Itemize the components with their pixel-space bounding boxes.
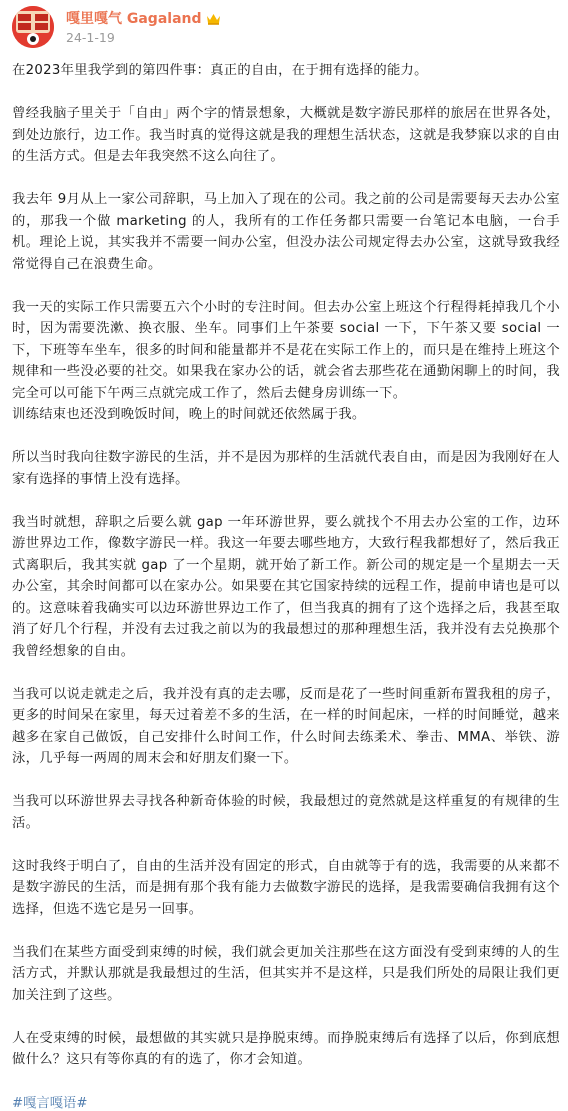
avatar[interactable] [12, 6, 54, 48]
author-name[interactable] [66, 8, 221, 28]
crown-badge-icon [206, 12, 221, 25]
paragraph: 在2023年里我学到的第四件事：真正的自由，在于拥有选择的能力。 [12, 63, 428, 78]
paragraph: 我去年 9月从上一家公司辞职，马上加入了现在的公司。我之前的公司是需要每天去办公室的，那我一个做 marketing 的人，我所有的工作任务都只需要一台笔记本电脑，一台手机。理论上说，其实我并不需要一间办公室，但没办法公司规定得去办公室，这就导致我经常觉得自己在浪费生命。 [12, 192, 560, 272]
paragraph: 当我可以说走就走之后，我并没有真的走去哪，反而是花了一些时间重新布置我租的房子，更多的时间呆在家里，每天过着差不多的生活，在一样的时间起床，一样的时间睡觉，越来越多在家自己做饭，自己安排什么时间工作，什么时间去练柔术、拳击、MMA、举铁、游泳，几乎每一两周的周末会和好朋友们聚一下。 [12, 686, 560, 766]
paragraph: 我一天的实际工作只需要五六个小时的专注时间。但去办公室上班这个行程得耗掉我几个小时，因为需要洗漱、换衣服、坐车。同事们上午茶要 social 一下，下午茶又要 social 一下，下班等车坐车，很多的时间和能量都并不是花在实际工作上的，而只是在维持上班这个规律和一些没必要的社交。如果我在家办公的话，就会省去那些花在通勤闲聊上的时间，我完全可以可能下午两三点就完成工作了，然后去健身房训练一下。 [12, 299, 560, 401]
paragraph: 这时我终于明白了，自由的生活并没有固定的形式，自由就等于有的选，我需要的从来都不是数字游民的生活，而是拥有那个我有能力去做数字游民的选择，是我需要确信我拥有这个选择，但选不选它是另一回事。 [12, 858, 560, 917]
paragraph: 所以当时我向往数字游民的生活，并不是因为那样的生活就代表自由，而是因为我刚好在人家有选择的事情上没有选择。 [12, 450, 560, 487]
post-header [0, 0, 568, 56]
paragraph: 当我可以环游世界去寻找各种新奇体验的时候，我最想过的竟然就是这样重复的有规律的生活。 [12, 794, 560, 831]
paragraph: 当我们在某些方面受到束缚的时候，我们就会更加关注那些在这方面没有受到束缚的人的生活方式，并默认那就是我最想过的生活，但其实并不是这样，只是我们所处的局限让我们更加关注到了这些。 [12, 944, 560, 1003]
paragraph: 训练结束也还没到晚饭时间，晚上的时间就还依然属于我。 [12, 407, 366, 422]
author-name-text[interactable]: 嘎里嘎气 Gagaland [66, 11, 202, 27]
paragraph: 曾经我脑子里关于「自由」两个字的情景想象，大概就是数字游民那样的旅居在世界各处，到处边旅行，边工作。我当时真的觉得这就是我的理想生活状态，这就是我梦寐以求的自由的生活方式。但是去年我突然不这么向往了。 [12, 106, 560, 164]
paragraph: 我当时就想，辞职之后要么就 gap 一年环游世界，要么就找个不用去办公室的工作，边环游世界边工作，像数字游民一样。我这一年要去哪些地方，大致行程我都想好了，然后我正式离职后，我其实就 gap 了一个星期，就开始了新工作。新公司的规定是一个星期去一天办公室，其余时间都可以在家办公。如果要在其它国家持续的远程工作，提前申请也是可以的。这意味着我确实可以边环游世界边工作了，但当我真的拥有了这个选择之后，我甚至取消了好几个行程，并没有去过我之前以为的我最想过的那种理想生活，我并没有去兑换那个我曾经想象的自由。 [12, 514, 560, 659]
post-date: 24-1-19 [66, 30, 115, 45]
paragraph: 人在受束缚的时候，最想做的其实就只是挣脱束缚。而挣脱束缚后有选择了以后，你到底想做什么？这只有等你真的有的选了，你才会知道。 [12, 1030, 560, 1067]
post-body [12, 60, 560, 1111]
avatar-logo-icon [12, 6, 54, 48]
hashtag-link[interactable]: #嘎言嘎语# [12, 1096, 88, 1111]
